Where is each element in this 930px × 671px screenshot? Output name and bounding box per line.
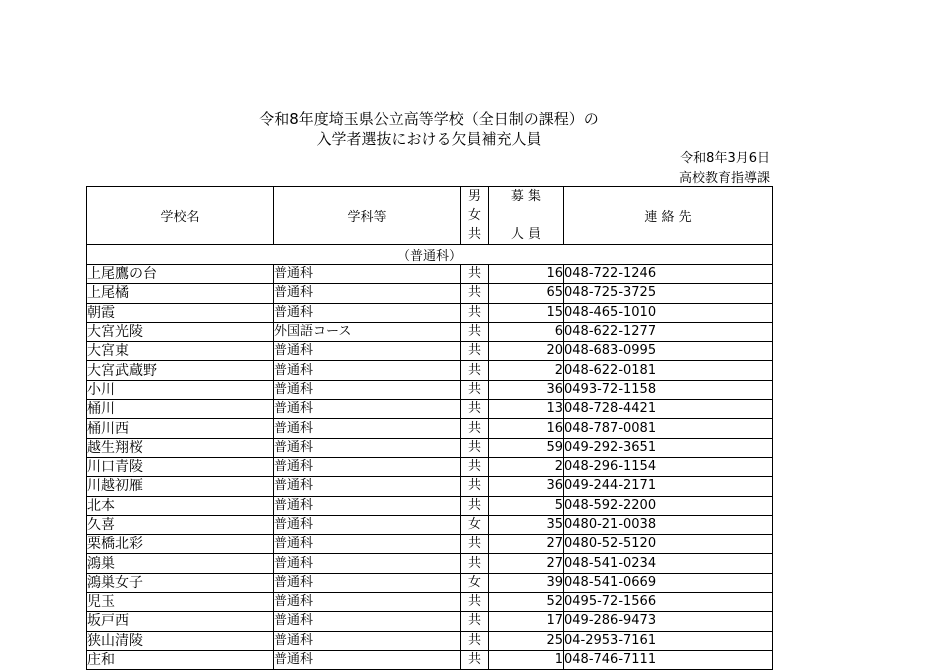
table-row	[87, 554, 773, 573]
recruit-count-cell: 59	[489, 438, 564, 457]
table-row	[87, 438, 773, 457]
gender-cell: 共	[461, 612, 489, 631]
phone-cell: 048-296-1154	[564, 457, 773, 476]
phone-cell: 048-722-1246	[564, 265, 773, 284]
header-gender	[461, 187, 489, 245]
header-gender-female: 女	[467, 208, 481, 223]
department-cell: 普通科	[274, 438, 461, 457]
department-cell: 普通科	[274, 457, 461, 476]
gender-cell: 共	[461, 419, 489, 438]
gender-cell: 共	[461, 400, 489, 419]
table-row	[87, 380, 773, 399]
table-row	[87, 419, 773, 438]
recruit-count-cell: 35	[489, 515, 564, 534]
phone-cell: 048-746-7111	[564, 650, 773, 669]
department-cell: 普通科	[274, 535, 461, 554]
recruit-count-cell: 1	[489, 650, 564, 669]
table-row	[87, 593, 773, 612]
department-cell: 普通科	[274, 631, 461, 650]
table-row	[87, 457, 773, 476]
header-gender-coed: 共	[467, 227, 481, 242]
department-cell: 普通科	[274, 477, 461, 496]
department-cell: 普通科	[274, 650, 461, 669]
school-cell: 久喜	[87, 515, 274, 534]
department-cell: 普通科	[274, 342, 461, 361]
school-cell: 北本	[87, 496, 274, 515]
table-row	[87, 650, 773, 669]
recruit-count-cell: 16	[489, 419, 564, 438]
gender-cell: 共	[461, 265, 489, 284]
phone-cell: 0480-21-0038	[564, 515, 773, 534]
department-cell: 普通科	[274, 554, 461, 573]
gender-cell: 共	[461, 284, 489, 303]
table-row	[87, 477, 773, 496]
header-gender-male: 男	[467, 189, 481, 204]
phone-cell: 048-592-2200	[564, 496, 773, 515]
gender-cell: 共	[461, 303, 489, 322]
phone-cell: 0495-72-1566	[564, 593, 773, 612]
section-label: （普通科）	[87, 245, 773, 265]
phone-cell: 049-292-3651	[564, 438, 773, 457]
school-cell: 大宮武蔵野	[87, 361, 274, 380]
issuing-office: 高校教育指導課	[678, 171, 770, 186]
gender-cell: 共	[461, 554, 489, 573]
recruit-count-cell: 65	[489, 284, 564, 303]
gender-cell: 共	[461, 631, 489, 650]
recruit-count-cell: 6	[489, 322, 564, 341]
gender-cell: 女	[461, 515, 489, 534]
phone-cell: 048-787-0081	[564, 419, 773, 438]
phone-cell: 048-725-3725	[564, 284, 773, 303]
gender-cell: 共	[461, 457, 489, 476]
recruit-count-cell: 13	[489, 400, 564, 419]
department-cell: 普通科	[274, 419, 461, 438]
school-cell: 大宮光陵	[87, 322, 274, 341]
recruit-count-cell: 39	[489, 573, 564, 592]
gender-cell: 共	[461, 361, 489, 380]
gender-cell: 共	[461, 322, 489, 341]
header-recruitment	[489, 187, 564, 245]
gender-cell: 共	[461, 438, 489, 457]
header-contact: 連 絡 先	[564, 187, 773, 245]
department-cell: 普通科	[274, 284, 461, 303]
department-cell: 普通科	[274, 265, 461, 284]
table-row	[87, 361, 773, 380]
header-department: 学科等	[274, 187, 461, 245]
table-row	[87, 322, 773, 341]
gender-cell: 共	[461, 535, 489, 554]
table-row	[87, 612, 773, 631]
table-row	[87, 284, 773, 303]
recruit-count-cell: 27	[489, 535, 564, 554]
gender-cell: 共	[461, 477, 489, 496]
gender-cell: 共	[461, 380, 489, 399]
department-cell: 普通科	[274, 515, 461, 534]
gender-cell: 共	[461, 593, 489, 612]
school-cell: 上尾鷹の台	[87, 265, 274, 284]
header-recruitment-bottom: 人 員	[510, 227, 542, 242]
phone-cell: 049-286-9473	[564, 612, 773, 631]
school-cell: 桶川	[87, 400, 274, 419]
department-cell: 普通科	[274, 496, 461, 515]
school-cell: 越生翔桜	[87, 438, 274, 457]
phone-cell: 048-622-1277	[564, 322, 773, 341]
gender-cell: 女	[461, 573, 489, 592]
table-row	[87, 573, 773, 592]
phone-cell: 049-244-2171	[564, 477, 773, 496]
school-cell: 狭山清陵	[87, 631, 274, 650]
phone-cell: 0480-52-5120	[564, 535, 773, 554]
recruit-count-cell: 27	[489, 554, 564, 573]
table-row	[87, 631, 773, 650]
phone-cell: 048-465-1010	[564, 303, 773, 322]
table-row	[87, 496, 773, 515]
department-cell: 普通科	[274, 612, 461, 631]
school-cell: 上尾橘	[87, 284, 274, 303]
department-cell: 普通科	[274, 400, 461, 419]
table-row	[87, 515, 773, 534]
school-cell: 庄和	[87, 650, 274, 669]
phone-cell: 048-541-0234	[564, 554, 773, 573]
school-cell: 鴻巣	[87, 554, 274, 573]
table-row	[87, 342, 773, 361]
recruit-count-cell: 2	[489, 457, 564, 476]
section-row	[87, 245, 773, 265]
gender-cell: 共	[461, 496, 489, 515]
department-cell: 普通科	[274, 573, 461, 592]
table-row	[87, 400, 773, 419]
school-cell: 桶川西	[87, 419, 274, 438]
school-cell: 児玉	[87, 593, 274, 612]
department-cell: 普通科	[274, 593, 461, 612]
table-row	[87, 265, 773, 284]
table-body	[87, 265, 773, 670]
table-header-row	[87, 187, 773, 245]
phone-cell: 048-622-0181	[564, 361, 773, 380]
school-cell: 坂戸西	[87, 612, 274, 631]
document-title-line-2: 入学者選抜における欠員補充人員	[316, 130, 542, 148]
recruit-count-cell: 2	[489, 361, 564, 380]
recruit-count-cell: 5	[489, 496, 564, 515]
issue-date: 令和8年3月6日	[680, 151, 770, 166]
recruit-count-cell: 25	[489, 631, 564, 650]
department-cell: 普通科	[274, 303, 461, 322]
gender-cell: 共	[461, 342, 489, 361]
recruit-count-cell: 52	[489, 593, 564, 612]
header-school-name: 学校名	[87, 187, 274, 245]
school-cell: 川越初雁	[87, 477, 274, 496]
department-cell: 普通科	[274, 380, 461, 399]
department-cell: 外国語コース	[274, 322, 461, 341]
school-cell: 大宮東	[87, 342, 274, 361]
phone-cell: 04-2953-7161	[564, 631, 773, 650]
phone-cell: 048-541-0669	[564, 573, 773, 592]
school-cell: 朝霞	[87, 303, 274, 322]
phone-cell: 048-728-4421	[564, 400, 773, 419]
recruit-count-cell: 36	[489, 477, 564, 496]
department-cell: 普通科	[274, 361, 461, 380]
school-cell: 栗橋北彩	[87, 535, 274, 554]
gender-cell: 共	[461, 650, 489, 669]
recruit-count-cell: 36	[489, 380, 564, 399]
header-recruitment-top: 募 集	[510, 189, 542, 204]
school-cell: 小川	[87, 380, 274, 399]
table-row	[87, 303, 773, 322]
phone-cell: 0493-72-1158	[564, 380, 773, 399]
school-cell: 鴻巣女子	[87, 573, 274, 592]
recruit-count-cell: 17	[489, 612, 564, 631]
vacancy-table	[86, 186, 773, 670]
recruit-count-cell: 20	[489, 342, 564, 361]
document-title-line-1: 令和8年度埼玉県公立高等学校（全日制の課程）の	[259, 110, 599, 128]
table-row	[87, 535, 773, 554]
school-cell: 川口青陵	[87, 457, 274, 476]
phone-cell: 048-683-0995	[564, 342, 773, 361]
recruit-count-cell: 16	[489, 265, 564, 284]
recruit-count-cell: 15	[489, 303, 564, 322]
